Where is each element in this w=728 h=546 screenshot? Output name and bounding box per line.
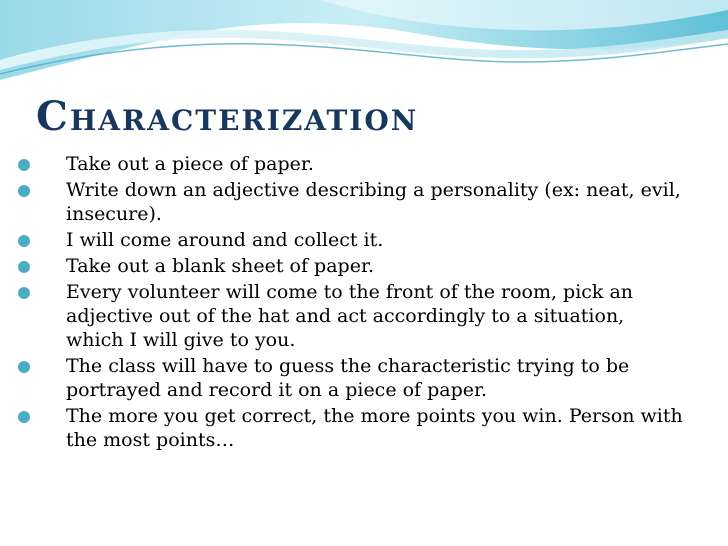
bullet-dot-icon [18,159,30,171]
header-wave-decoration [0,0,728,90]
slide-title: Characterization [36,93,419,140]
bullet-item [16,228,686,252]
bullet-dot-icon [18,185,30,197]
bullet-text: Take out a blank sheet of paper. [66,255,374,277]
bullet-list [16,152,686,454]
bullet-dot-icon [18,411,30,423]
bullet-text: Every volunteer will come to the front of the room, pick an adjective out of the hat and act accordingly to a situation, which I will give to you. [66,281,634,351]
bullet-text: I will come around and collect it. [66,229,384,251]
bullet-dot-icon [18,287,30,299]
bullet-item [16,152,686,176]
bullet-dot-icon [18,235,30,247]
bullet-dot-icon [18,361,30,373]
bullet-text: Take out a piece of paper. [66,153,314,175]
bullet-dot-icon [18,261,30,273]
bullet-text: The class will have to guess the characteristic trying to be portrayed and record it on a piece of paper. [66,355,630,401]
bullet-item [16,280,686,352]
bullet-text: The more you get correct, the more points you win. Person with the most points… [66,405,683,451]
bullet-item [16,254,686,278]
bullet-item [16,178,686,226]
bullet-text: Write down an adjective describing a personality (ex: neat, evil, insecure). [66,179,681,225]
bullet-item [16,404,686,452]
bullet-item [16,354,686,402]
